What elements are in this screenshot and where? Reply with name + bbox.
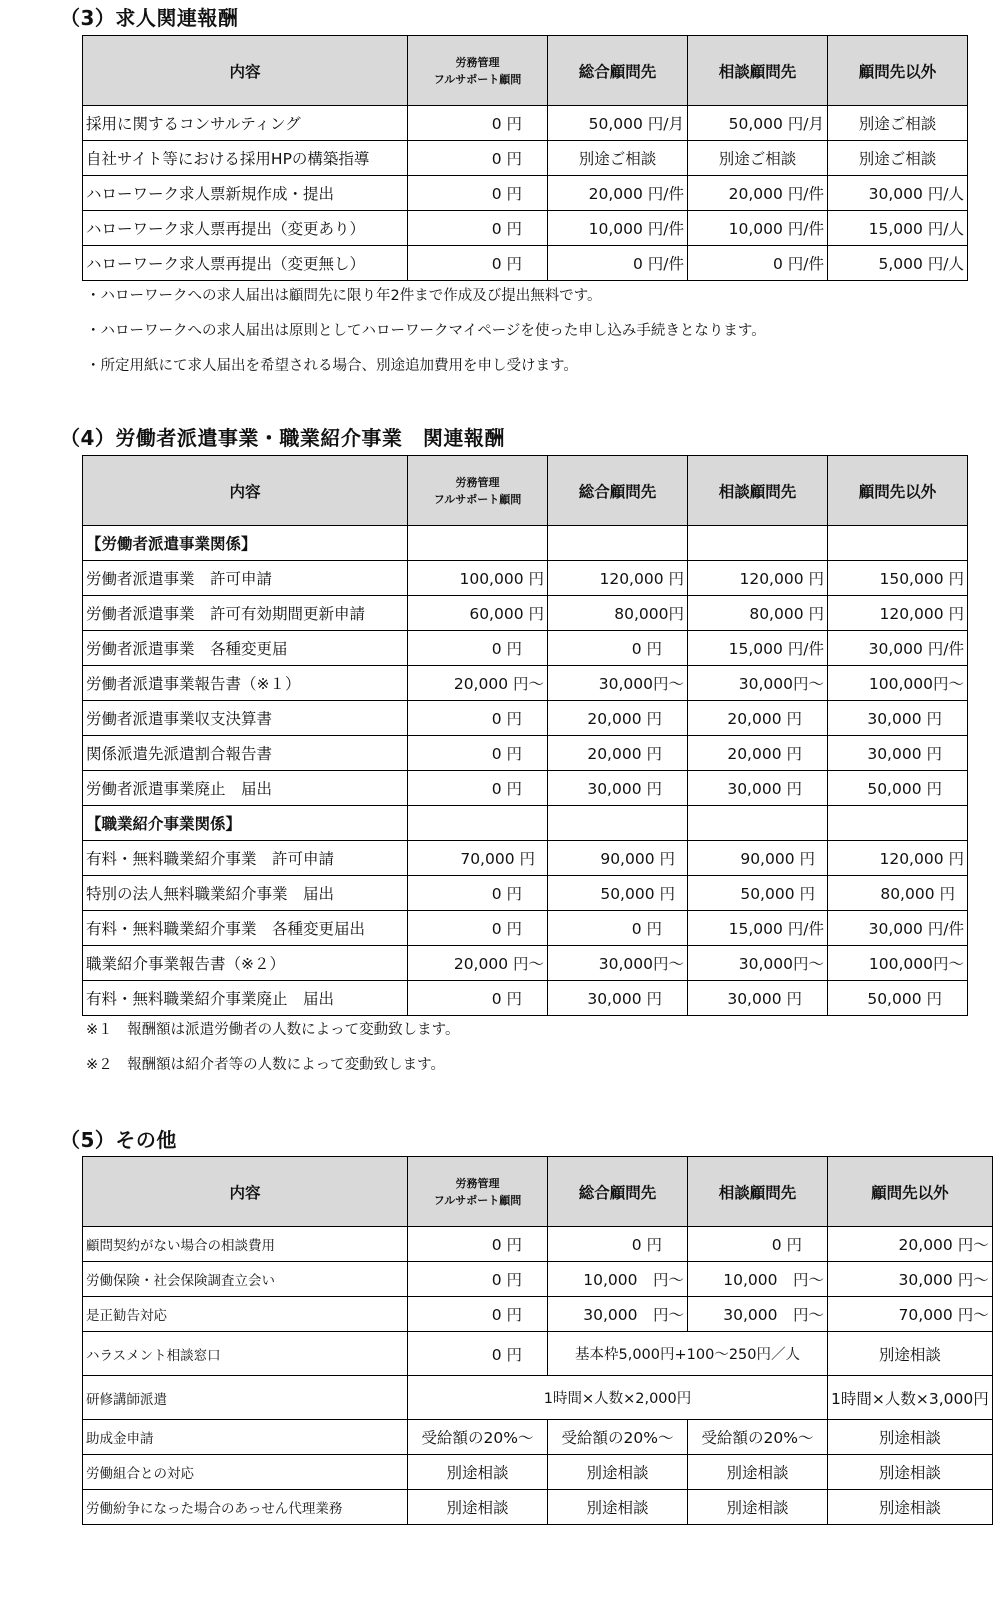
fee-sogo: 20,000 円/件 — [548, 176, 688, 211]
fee-sodan: 10,000 円/件 — [688, 211, 828, 246]
header-content: 内容 — [83, 36, 408, 106]
table-row — [83, 176, 968, 211]
fee-merged: 1時間×人数×2,000円 — [408, 1376, 828, 1420]
fee-fullsupport: 0 円 — [408, 176, 548, 211]
fee-other: 15,000 円/人 — [828, 211, 968, 246]
row-label: 助成金申請 — [83, 1420, 408, 1455]
table-row — [83, 736, 968, 771]
fee-sodan: 20,000 円 — [688, 701, 828, 736]
fee-sodan: 15,000 円/件 — [688, 911, 828, 946]
row-label: 労働者派遣事業 許可申請 — [83, 561, 408, 596]
fee-sodan: 30,000 円 — [688, 771, 828, 806]
section-4-notes — [86, 1013, 460, 1083]
fee-sogo: 10,000 円～ — [548, 1262, 688, 1297]
fee-other: 100,000円～ — [828, 946, 968, 981]
fee-fullsupport: 受給額の20%～ — [408, 1420, 548, 1455]
fee-fullsupport: 0 円 — [408, 631, 548, 666]
fee-other: 50,000 円 — [828, 981, 968, 1016]
fee-sogo: 0 円 — [548, 1227, 688, 1262]
header-sodan: 相談顧問先 — [688, 456, 828, 526]
fee-sogo: 20,000 円 — [548, 736, 688, 771]
fee-other: 別途相談 — [828, 1455, 993, 1490]
fee-fullsupport: 0 円 — [408, 211, 548, 246]
section-4-table — [82, 455, 968, 1016]
fee-sogo: 30,000 円～ — [548, 1297, 688, 1332]
fee-other: 80,000 円 — [828, 876, 968, 911]
fee-fullsupport: 0 円 — [408, 981, 548, 1016]
fee-other: 別途ご相談 — [828, 141, 968, 176]
fee-sodan: 80,000 円 — [688, 596, 828, 631]
fee-sodan: 120,000 円 — [688, 561, 828, 596]
header-sodan: 相談顧問先 — [688, 1157, 828, 1227]
fee-sodan: 10,000 円～ — [688, 1262, 828, 1297]
table-row — [83, 561, 968, 596]
fee-sodan: 0 円 — [688, 1227, 828, 1262]
fee-fullsupport: 0 円 — [408, 106, 548, 141]
fee-fullsupport: 20,000 円～ — [408, 946, 548, 981]
table-row — [83, 1420, 993, 1455]
header-fullsupport: 労務管理 フルサポート顧問 — [408, 36, 548, 106]
fee-other: 別途ご相談 — [828, 106, 968, 141]
fee-other: 50,000 円 — [828, 771, 968, 806]
fee-sogo: 0 円 — [548, 631, 688, 666]
fee-other: 120,000 円 — [828, 841, 968, 876]
fee-other: 30,000 円 — [828, 701, 968, 736]
table-row — [83, 106, 968, 141]
fee-other: 30,000 円/件 — [828, 631, 968, 666]
fee-fullsupport: 0 円 — [408, 141, 548, 176]
table-row — [83, 876, 968, 911]
note-text: ・所定用紙にて求人届出を希望される場合、別途追加費用を申し受けます。 — [86, 358, 578, 374]
fee-sogo: 90,000 円 — [548, 841, 688, 876]
header-sodan: 相談顧問先 — [688, 36, 828, 106]
row-label: 労働組合との対応 — [83, 1455, 408, 1490]
fee-sogo: 0 円 — [548, 911, 688, 946]
header-sogo: 総合顧問先 — [548, 456, 688, 526]
table-header-row — [83, 36, 968, 106]
row-label: 是正勧告対応 — [83, 1297, 408, 1332]
header-other: 顧問先以外 — [828, 1157, 993, 1227]
fee-fullsupport: 別途相談 — [408, 1490, 548, 1525]
fee-sodan: 20,000 円 — [688, 736, 828, 771]
header-fullsupport: 労務管理 フルサポート顧問 — [408, 456, 548, 526]
header-sogo: 総合顧問先 — [548, 36, 688, 106]
fee-fullsupport: 0 円 — [408, 1262, 548, 1297]
row-label: 採用に関するコンサルティング — [83, 106, 408, 141]
fee-fullsupport: 0 円 — [408, 1332, 548, 1376]
fee-other: 別途相談 — [828, 1490, 993, 1525]
table-row — [83, 771, 968, 806]
fee-other: 120,000 円 — [828, 596, 968, 631]
fee-sogo: 50,000 円 — [548, 876, 688, 911]
group-label-dispatch: 【労働者派遣事業関係】 — [83, 526, 408, 561]
fee-fullsupport: 0 円 — [408, 911, 548, 946]
row-label: 労働保険・社会保険調査立会い — [83, 1262, 408, 1297]
header-fullsupport: 労務管理 フルサポート顧問 — [408, 1157, 548, 1227]
fee-fullsupport: 100,000 円 — [408, 561, 548, 596]
fee-sodan: 受給額の20%～ — [688, 1420, 828, 1455]
table-row — [83, 1455, 993, 1490]
row-label: 労働者派遣事業 各種変更届 — [83, 631, 408, 666]
table-header-row — [83, 1157, 993, 1227]
group-row — [83, 806, 968, 841]
fee-sogo: 別途相談 — [548, 1455, 688, 1490]
fee-other: 20,000 円～ — [828, 1227, 993, 1262]
fee-sodan: 別途ご相談 — [688, 141, 828, 176]
header-sogo: 総合顧問先 — [548, 1157, 688, 1227]
fee-sodan: 50,000 円/月 — [688, 106, 828, 141]
row-label: 顧問契約がない場合の相談費用 — [83, 1227, 408, 1262]
fee-fullsupport: 0 円 — [408, 246, 548, 281]
section-3-title: （3）求人関連報酬 — [60, 6, 239, 30]
header-content: 内容 — [83, 1157, 408, 1227]
fee-other: 1時間×人数×3,000円 — [828, 1376, 993, 1420]
table-row — [83, 211, 968, 246]
fee-fullsupport: 0 円 — [408, 736, 548, 771]
fee-sogo: 受給額の20%～ — [548, 1420, 688, 1455]
row-label: ハローワーク求人票再提出（変更あり） — [83, 211, 408, 246]
fee-sodan: 30,000円～ — [688, 946, 828, 981]
table-row — [83, 911, 968, 946]
fee-sogo: 20,000 円 — [548, 701, 688, 736]
fee-other: 30,000 円/人 — [828, 176, 968, 211]
table-row — [83, 1297, 993, 1332]
fee-sodan: 30,000 円～ — [688, 1297, 828, 1332]
fee-sodan: 50,000 円 — [688, 876, 828, 911]
fee-other: 150,000 円 — [828, 561, 968, 596]
table-row — [83, 1262, 993, 1297]
group-row — [83, 526, 968, 561]
row-label: 研修講師派遣 — [83, 1376, 408, 1420]
section-5-title: （5）その他 — [60, 1128, 177, 1152]
fee-other: 70,000 円～ — [828, 1297, 993, 1332]
fee-other: 別途相談 — [828, 1332, 993, 1376]
row-label: 特別の法人無料職業紹介事業 届出 — [83, 876, 408, 911]
fee-sogo-sodan-merged: 基本枠5,000円+100～250円／人 — [548, 1332, 828, 1376]
fee-other: 100,000円～ — [828, 666, 968, 701]
fee-sogo: 30,000 円 — [548, 771, 688, 806]
row-label: 労働者派遣事業収支決算書 — [83, 701, 408, 736]
row-label: 関係派遣先派遣割合報告書 — [83, 736, 408, 771]
note-text: ・ハローワークへの求人届出は顧問先に限り年2件まで作成及び提出無料です。 — [86, 288, 602, 304]
fee-fullsupport: 0 円 — [408, 1297, 548, 1332]
table-header-row — [83, 456, 968, 526]
header-other: 顧問先以外 — [828, 36, 968, 106]
table-row — [83, 141, 968, 176]
fee-fullsupport: 別途相談 — [408, 1455, 548, 1490]
fee-fullsupport: 20,000 円～ — [408, 666, 548, 701]
table-row — [83, 631, 968, 666]
table-row — [83, 841, 968, 876]
section-3-table — [82, 35, 968, 281]
fee-sogo: 別途相談 — [548, 1490, 688, 1525]
fee-fullsupport: 0 円 — [408, 701, 548, 736]
fee-sogo: 120,000 円 — [548, 561, 688, 596]
fee-sogo: 30,000円～ — [548, 946, 688, 981]
fee-fullsupport: 0 円 — [408, 771, 548, 806]
row-label: 有料・無料職業紹介事業 各種変更届出 — [83, 911, 408, 946]
row-label: 労働者派遣事業 許可有効期間更新申請 — [83, 596, 408, 631]
header-other: 顧問先以外 — [828, 456, 968, 526]
fee-other: 30,000 円 — [828, 736, 968, 771]
fee-sodan: 15,000 円/件 — [688, 631, 828, 666]
fee-other: 5,000 円/人 — [828, 246, 968, 281]
header-content: 内容 — [83, 456, 408, 526]
fee-sogo: 80,000円 — [548, 596, 688, 631]
note-text: ※２ 報酬額は紹介者等の人数によって変動致します。 — [86, 1057, 445, 1073]
table-row — [83, 1490, 993, 1525]
fee-sogo: 別途ご相談 — [548, 141, 688, 176]
table-row — [83, 1376, 993, 1420]
section-3-notes — [86, 279, 766, 384]
row-label: ハローワーク求人票再提出（変更無し） — [83, 246, 408, 281]
table-row — [83, 981, 968, 1016]
section-4-title: （4）労働者派遣事業・職業紹介事業 関連報酬 — [60, 426, 505, 450]
fee-sogo: 50,000 円/月 — [548, 106, 688, 141]
group-label-placement: 【職業紹介事業関係】 — [83, 806, 408, 841]
table-row — [83, 946, 968, 981]
table-row — [83, 666, 968, 701]
fee-sodan: 0 円/件 — [688, 246, 828, 281]
table-row — [83, 246, 968, 281]
fee-sodan: 90,000 円 — [688, 841, 828, 876]
fee-fullsupport: 60,000 円 — [408, 596, 548, 631]
fee-sodan: 別途相談 — [688, 1490, 828, 1525]
row-label: ハローワーク求人票新規作成・提出 — [83, 176, 408, 211]
fee-sodan: 30,000円～ — [688, 666, 828, 701]
fee-sogo: 30,000円～ — [548, 666, 688, 701]
row-label: 自社サイト等における採用HPの構築指導 — [83, 141, 408, 176]
table-row — [83, 1332, 993, 1376]
fee-sogo: 10,000 円/件 — [548, 211, 688, 246]
fee-sodan: 30,000 円 — [688, 981, 828, 1016]
table-row — [83, 701, 968, 736]
fee-sodan: 別途相談 — [688, 1455, 828, 1490]
fee-other: 30,000 円～ — [828, 1262, 993, 1297]
fee-sogo: 30,000 円 — [548, 981, 688, 1016]
table-row — [83, 596, 968, 631]
row-label: 有料・無料職業紹介事業 許可申請 — [83, 841, 408, 876]
fee-sodan: 20,000 円/件 — [688, 176, 828, 211]
fee-fullsupport: 0 円 — [408, 1227, 548, 1262]
fee-other: 別途相談 — [828, 1420, 993, 1455]
row-label: 労働者派遣事業報告書（※１） — [83, 666, 408, 701]
note-text: ※１ 報酬額は派遣労働者の人数によって変動致します。 — [86, 1022, 460, 1038]
table-row — [83, 1227, 993, 1262]
row-label: ハラスメント相談窓口 — [83, 1332, 408, 1376]
row-label: 有料・無料職業紹介事業廃止 届出 — [83, 981, 408, 1016]
row-label: 労働者派遣事業廃止 届出 — [83, 771, 408, 806]
row-label: 労働紛争になった場合のあっせん代理業務 — [83, 1490, 408, 1525]
row-label: 職業紹介事業報告書（※２） — [83, 946, 408, 981]
section-5-table — [82, 1156, 993, 1525]
fee-fullsupport: 70,000 円 — [408, 841, 548, 876]
fee-other: 30,000 円/件 — [828, 911, 968, 946]
fee-sogo: 0 円/件 — [548, 246, 688, 281]
note-text: ・ハローワークへの求人届出は原則としてハローワークマイページを使った申し込み手続きとなります。 — [86, 323, 766, 339]
fee-fullsupport: 0 円 — [408, 876, 548, 911]
